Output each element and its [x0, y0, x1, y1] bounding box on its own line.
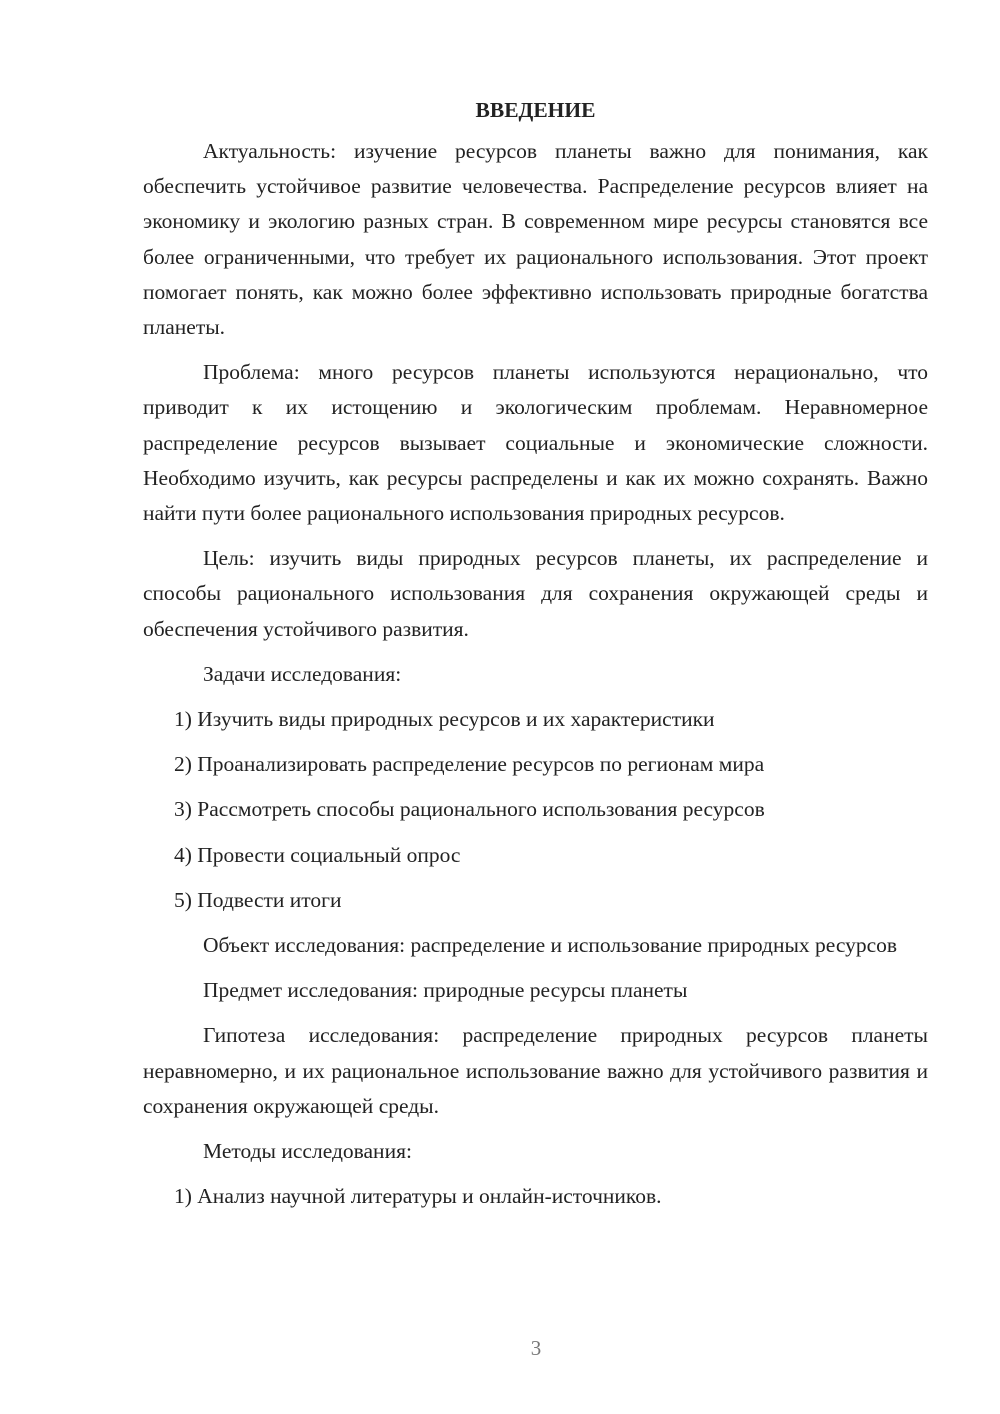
- paragraph-hypothesis: Гипотеза исследования: распределение природных ресурсов планеты неравномерно, и их рациональное использование важно для устойчивого развития и сохранения окружающей среды.: [143, 1023, 928, 1118]
- methods-heading: Методы исследования:: [203, 1139, 412, 1164]
- list-item: 2) Проанализировать распределение ресурсов по регионам мира: [174, 752, 765, 777]
- list-item: 1) Анализ научной литературы и онлайн-источников.: [174, 1184, 662, 1209]
- page-content: [143, 93, 928, 1224]
- section-title: ВВЕДЕНИЕ: [475, 98, 596, 122]
- paragraph-relevance: Актуальность: изучение ресурсов планеты важно для понимания, как обеспечить устойчивое развитие человечества. Распределение ресурсов влияет на экономику и экологию разных стран. В современном мире ресурсы становятся все более ограниченными, что требует их рационального использования. Этот проект помогает понять, как можно более эффективно использовать природные богатства планеты.: [143, 139, 928, 340]
- tasks-list: [143, 702, 928, 918]
- paragraph-subject: Предмет исследования: природные ресурсы планеты: [203, 978, 688, 1003]
- list-item: 1) Изучить виды природных ресурсов и их характеристики: [174, 707, 715, 732]
- paragraph-goal: Цель: изучить виды природных ресурсов планеты, их распределение и способы рационального использования для сохранения окружающей среды и обеспечения устойчивого развития.: [143, 546, 928, 641]
- list-item: 5) Подвести итоги: [174, 887, 342, 912]
- list-item: 4) Провести социальный опрос: [174, 842, 461, 867]
- paragraph-object: Объект исследования: распределение и использование природных ресурсов: [203, 933, 898, 958]
- paragraph-problem: Проблема: много ресурсов планеты используются нерационально, что приводит к их истощению и экологическим проблемам. Неравномерное распределение ресурсов вызывает социальные и экономические сложности. Необходимо изучить, как ресурсы распределены и как их можно сохранять. Важно найти пути более рационального использования природных ресурсов.: [143, 360, 928, 526]
- page-number: 3: [530, 1336, 542, 1360]
- methods-list: [143, 1179, 928, 1214]
- list-item: 3) Рассмотреть способы рационального использования ресурсов: [174, 797, 765, 822]
- tasks-heading: Задачи исследования:: [203, 661, 402, 686]
